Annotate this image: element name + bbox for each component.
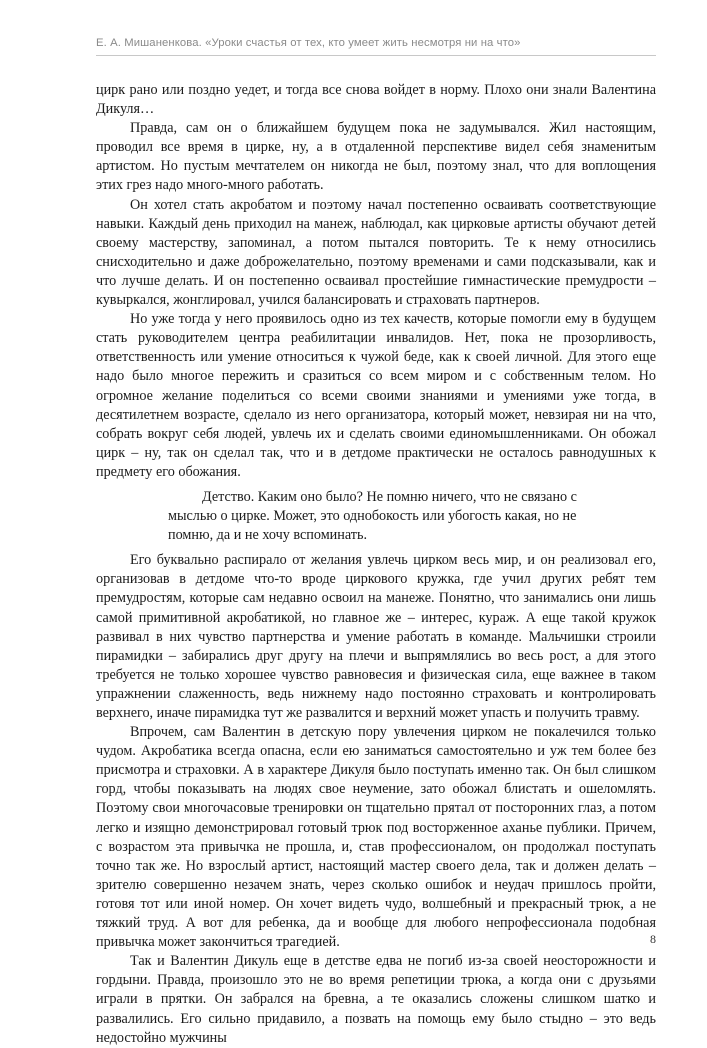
paragraph: Но уже тогда у него проявилось одно из тех качеств, которые помогли ему в будущем стать руководителем центра реабилитации инвалидов. Нет, пока не прозорливость, ответственность или умение относиться к чужой беде, как к своей личной. Для этого еще надо было многое пережить и сразиться со всем миром и с собственным телом. Но огромное желание поделиться со всеми своими знаниями и умениями уже тогда, в десятилетнем возрасте, сделало из него организатора, который может, невзирая ни на что, собрать вокруг себя людей, увлечь их и сделать своими единомышленниками. Он обожал цирк – ну, так он сделал так, что и в детдоме практически не осталось равнодушных к предмету его обожания. [96, 311, 656, 480]
page-number: 8 [650, 932, 656, 946]
paragraph: Он хотел стать акробатом и поэтому начал постепенно осваивать соответствующие навыки. Каждый день приходил на манеж, наблюдал, как цирковые артисты обучают детей своему мастерству, запоминал, а потом пытался повторить. Те к нему относились снисходительно и даже доброжелательно, поэтому временами и сами подсказывали, как и что лучше делать. И он постепенно осваивал простейшие гимнастические премудрости – кувыркался, жонглировал, учился балансировать и страховать партнеров. [96, 196, 656, 309]
body-text [96, 81, 656, 1048]
block-quote: Детство. Каким оно было? Не помню ничего, что не связано с мыслью о цирке. Может, это однобокость или убогость какая, но не помню, да и не хочу вспоминать. [168, 488, 577, 544]
header-rule [96, 55, 656, 56]
paragraph: цирк рано или поздно уедет, и тогда все снова войдет в норму. Плохо они знали Валентина Дикуля… [96, 82, 656, 118]
paragraph: Правда, сам он о ближайшем будущем пока не задумывался. Жил настоящим, проводил все время в цирке, ну, а в отдаленной перспективе видел себя знаменитым артистом. Но пустым мечтателем он никогда не был, поэтому знал, что для воплощения этих грез надо много-много работать. [96, 120, 656, 194]
paragraph: Его буквально распирало от желания увлечь цирком весь мир, и он реализовал его, организовав в детдоме что-то вроде циркового кружка, где учил других ребят тем премудростям, которые сам недавно освоил на манеже. Понятно, что занимались они лишь самой примитивной акробатикой, но главное же – интерес, кураж. А еще такой кружок развивал в них чувство партнерства и умение работать в команде. Мальчишки строили пирамидки – забирались друг другу на плечи и выпрямлялись во весь рост, а для этого требуется не только хорошее чувство равновесия и физическая сила, еще важнее в таком упражнении слаженность, ведь нижнему надо постоянно страховать и контролировать верхнего, иначе пирамидка тут же развалится и верхний может упасть и получить травму. [96, 552, 656, 721]
running-head: Е. А. Мишаненкова. «Уроки счастья от тех, кто умеет жить несмотря ни на что» [96, 37, 521, 49]
paragraph: Так и Валентин Дикуль еще в детстве едва не погиб из-за своей неосторожности и гордыни. Правда, произошло это не во время репетиции трюка, а когда они с друзьями играли в прятки. Он забрался на бревна, а те оказались сложены слишком шатко и развалились. Его сильно придавило, а позвать на помощь ему было стыдно – это ведь недостойно мужчины [96, 953, 656, 1046]
paragraph: Впрочем, сам Валентин в детскую пору увлечения цирком не покалечился только чудом. Акробатика всегда опасна, если ею заниматься самостоятельно и уж тем более без присмотра и страховки. А в характере Дикуля было поступать именно так. Он был слишком горд, чтобы показывать на людях свое неумение, зато обожал блистать и ошеломлять. Поэтому свои многочасовые тренировки он тщательно прятал от посторонних глаз, а потом легко и изящно демонстрировал готовый трюк под восторженное аханье публики. Причем, с возрастом эта привычка не прошла, и, став профессионалом, он продолжал поступать точно так же. Но взрослый артист, настоящий мастер своего дела, так и должен делать – зрителю совершенно незачем знать, через сколько ошибок и неудач пришлось пройти, готовя тот или иной номер. Он хочет видеть чудо, волшебный и прекрасный трюк, а не тяжкий труд. А вот для ребенка, да и вообще для любого непрофессионала подобная привычка может закончиться трагедией. [96, 724, 656, 951]
